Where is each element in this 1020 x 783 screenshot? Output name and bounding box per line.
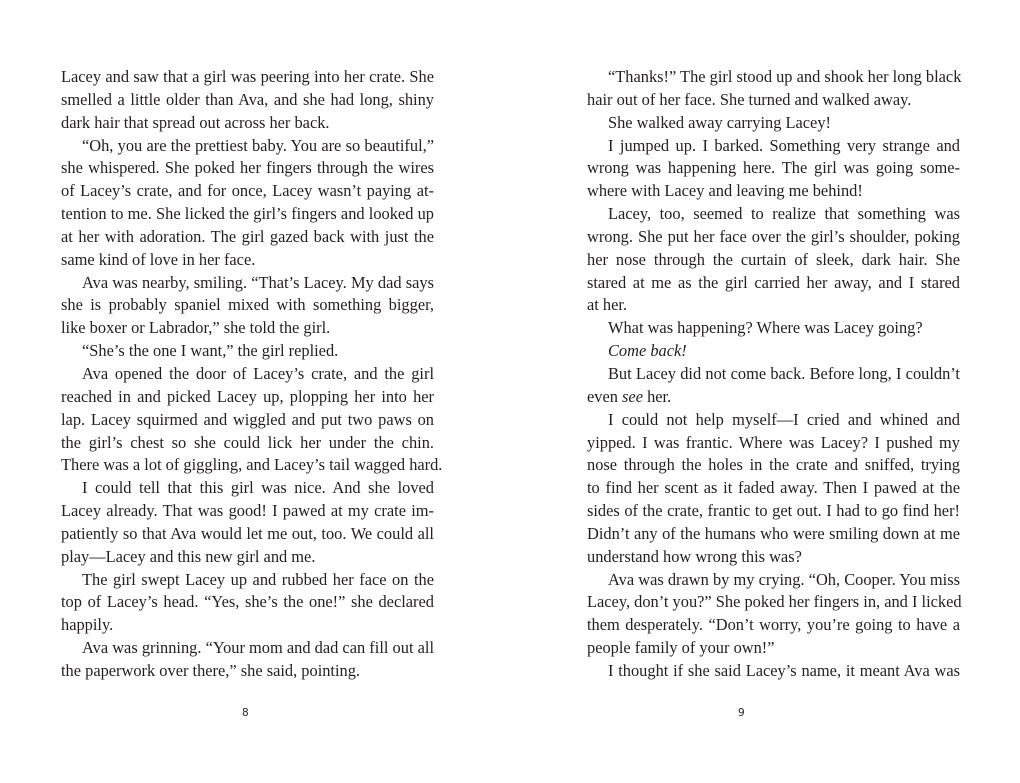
text-run: the paperwork over there,” she said, pointing. (61, 660, 361, 680)
text-run: lap. Lacey squirmed and wiggled and put two paws on (61, 409, 434, 429)
text-line (61, 317, 434, 340)
text-line (61, 66, 434, 89)
text-line (587, 432, 960, 455)
text-run: them desperately. “Don’t worry, you’re going to have a (587, 615, 960, 635)
text-run: her nose through the curtain of sleek, dark hair. She (587, 249, 960, 269)
text-line (61, 112, 434, 135)
text-run: Lacey, don’t you?” She poked her fingers in, and I licked (587, 592, 962, 612)
text-line (61, 249, 434, 272)
text-run: nose through the holes in the crate and sniffed, trying (587, 455, 960, 475)
text-run: reached in and picked Lacey up, plopping her into her (61, 386, 434, 406)
text-line (587, 135, 960, 158)
text-line (61, 500, 434, 523)
text-run: wrong was happening here. The girl was going some- (587, 158, 960, 178)
text-run: I thought if she said Lacey’s name, it meant Ava was (608, 660, 960, 680)
text-line (61, 614, 434, 637)
text-line (61, 546, 434, 569)
text-run: patiently so that Ava would let me out, too. We could all (61, 523, 434, 543)
text-run: her. (642, 386, 672, 406)
text-line (61, 454, 443, 477)
text-run: hair out of her face. She turned and walked away. (587, 89, 912, 109)
text-run: wrong. She put her face over the girl’s shoulder, poking (587, 226, 960, 246)
text-run: top of Lacey’s head. “Yes, she’s the one!” she declared (61, 592, 434, 612)
text-run: she whispered. She poked her fingers through the wires (61, 158, 434, 178)
text-line (587, 112, 960, 135)
text-run: “She’s the one I want,” the girl replied. (82, 341, 339, 361)
text-line (61, 477, 434, 500)
text-line (61, 363, 434, 386)
text-line (61, 226, 434, 249)
text-run: tention to me. She licked the girl’s fingers and looked up (61, 204, 434, 224)
text-line (61, 89, 434, 112)
text-line (61, 135, 434, 158)
text-run: she is probably spaniel mixed with something bigger, (61, 295, 434, 315)
text-line (61, 180, 434, 203)
text-run: people family of your own!” (587, 638, 775, 658)
text-line (587, 523, 960, 546)
text-run: I could tell that this girl was nice. And she loved (82, 478, 434, 498)
text-run: at her. (587, 295, 628, 315)
text-run: I could not help myself—I cried and whined and (608, 409, 960, 429)
page-number-left: 8 (242, 707, 249, 719)
text-line (61, 432, 434, 455)
text-line (61, 203, 434, 226)
text-run: even (587, 386, 623, 406)
text-line (587, 660, 960, 683)
text-run: I jumped up. I barked. Something very strange and (608, 135, 960, 155)
text-run: Ava opened the door of Lacey’s crate, and the girl (82, 363, 434, 383)
text-line (61, 340, 434, 363)
text-run: But Lacey did not come back. Before long, I couldn’t (608, 363, 960, 383)
emphasis-text: see (622, 386, 643, 406)
text-line (61, 386, 434, 409)
text-line (587, 363, 960, 386)
left-page-text (61, 66, 443, 683)
text-run: Lacey, too, seemed to realize that something was (608, 204, 960, 224)
text-line (587, 180, 960, 203)
text-run: Ava was drawn by my crying. “Oh, Cooper. You miss (608, 569, 960, 589)
text-line (61, 591, 434, 614)
text-line (587, 272, 960, 295)
text-line (587, 591, 960, 614)
text-run: Ava was grinning. “Your mom and dad can fill out all (82, 638, 434, 658)
text-run: smelled a little older than Ava, and she had long, shiny (61, 89, 434, 109)
text-run: stared at me as the girl carried her away, and I stared (587, 272, 960, 292)
text-run: to find her scent as it faded away. Then I pawed at the (587, 478, 960, 498)
text-run: sides of the crate, frantic to get out. I had to go find her! (587, 501, 960, 521)
text-run: dark hair that spread out across her back. (61, 112, 330, 132)
text-run: happily. (61, 615, 114, 635)
text-line (587, 614, 960, 637)
text-run: same kind of love in her face. (61, 249, 256, 269)
text-run: Lacey and saw that a girl was peering into her crate. She (61, 67, 434, 86)
text-run: Ava was nearby, smiling. “That’s Lacey. My dad says (82, 272, 434, 292)
text-line (61, 569, 434, 592)
text-line (587, 317, 960, 340)
emphasis-text: Come back! (608, 341, 687, 361)
text-line (587, 294, 960, 317)
text-line (587, 409, 960, 432)
text-line (61, 409, 434, 432)
text-line (587, 477, 960, 500)
text-line (587, 546, 960, 569)
text-run: Lacey already. That was good! I pawed at my crate im- (61, 501, 434, 521)
text-line (587, 340, 960, 363)
text-run: where with Lacey and leaving me behind! (587, 181, 863, 201)
text-run: play—Lacey and this new girl and me. (61, 546, 316, 566)
text-line (587, 89, 960, 112)
text-run: the girl’s chest so she could lick her under the chin. (61, 432, 434, 452)
text-line (61, 523, 434, 546)
text-line (587, 637, 960, 660)
right-page-text (587, 66, 960, 683)
text-line (61, 637, 434, 660)
text-run: There was a lot of giggling, and Lacey’s tail wagged hard. (61, 455, 443, 475)
text-line (587, 249, 960, 272)
text-line (587, 157, 960, 180)
text-line (587, 203, 960, 226)
text-line (587, 454, 960, 477)
text-run: The girl swept Lacey up and rubbed her face on the (82, 569, 434, 589)
text-run: She walked away carrying Lacey! (608, 112, 831, 132)
text-line (587, 226, 960, 249)
text-line (587, 569, 960, 592)
text-run: What was happening? Where was Lacey going? (608, 318, 923, 338)
text-run: Didn’t any of the humans who were smiling down at me (587, 523, 960, 543)
text-run: “Oh, you are the prettiest baby. You are so beautiful,” (82, 135, 434, 155)
text-line (587, 386, 960, 409)
text-line (587, 500, 960, 523)
text-run: understand how wrong this was? (587, 546, 802, 566)
text-run: of Lacey’s crate, and for once, Lacey wasn’t paying at- (61, 181, 434, 201)
text-line (61, 660, 434, 683)
text-run: “Thanks!” The girl stood up and shook her long black (608, 67, 962, 86)
right-page (510, 0, 1020, 783)
text-run: at her with adoration. The girl gazed back with just the (61, 226, 434, 246)
text-run: yipped. I was frantic. Where was Lacey? I pushed my (587, 432, 960, 452)
text-line (61, 272, 434, 295)
text-line (61, 294, 434, 317)
page-number-right: 9 (738, 707, 745, 719)
text-line (61, 157, 434, 180)
text-line (587, 66, 960, 89)
text-run: like boxer or Labrador,” she told the girl. (61, 318, 331, 338)
